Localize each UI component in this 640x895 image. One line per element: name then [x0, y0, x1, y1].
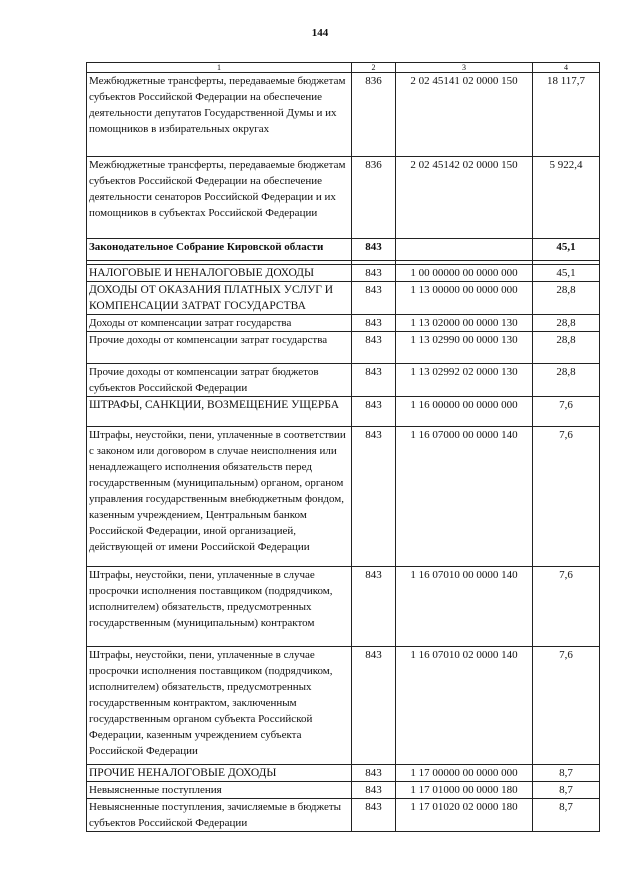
- row-admin-code: 843: [352, 265, 396, 282]
- row-amount: 7,6: [533, 397, 600, 427]
- row-admin-code: 836: [352, 157, 396, 239]
- header-col-3: 3: [396, 63, 533, 73]
- row-budget-code: 1 00 00000 00 0000 000: [396, 265, 533, 282]
- table-row: [87, 397, 600, 427]
- row-budget-code: 1 13 00000 00 0000 000: [396, 282, 533, 315]
- row-budget-code: 1 17 00000 00 0000 000: [396, 765, 533, 782]
- row-amount: 45,1: [533, 239, 600, 261]
- header-col-2: 2: [352, 63, 396, 73]
- row-admin-code: 843: [352, 239, 396, 261]
- row-name: Штрафы, неустойки, пени, уплаченные в случае просрочки исполнения поставщиком (подрядчиком, исполнителем) обязательств, предусмотренных государственным контрактом, заключенным государственным органом субъекта Российской Федерации, казенным учреждением субъекта Российской Федерации: [87, 647, 352, 765]
- table-row: [87, 427, 600, 567]
- row-budget-code: [396, 239, 533, 261]
- row-budget-code: 2 02 45141 02 0000 150: [396, 73, 533, 157]
- table-row: [87, 157, 600, 239]
- row-admin-code: 843: [352, 332, 396, 364]
- row-admin-code: 843: [352, 647, 396, 765]
- header-col-4: 4: [533, 63, 600, 73]
- row-name: Прочие доходы от компенсации затрат бюджетов субъектов Российской Федерации: [87, 364, 352, 397]
- table-row: [87, 765, 600, 782]
- row-amount: 45,1: [533, 265, 600, 282]
- table-row: [87, 239, 600, 261]
- row-amount: 8,7: [533, 765, 600, 782]
- row-name: ШТРАФЫ, САНКЦИИ, ВОЗМЕЩЕНИЕ УЩЕРБА: [87, 397, 352, 427]
- row-admin-code: 843: [352, 567, 396, 647]
- row-budget-code: 1 16 00000 00 0000 000: [396, 397, 533, 427]
- row-amount: 18 117,7: [533, 73, 600, 157]
- row-admin-code: 843: [352, 427, 396, 567]
- row-admin-code: 843: [352, 364, 396, 397]
- table-row: [87, 265, 600, 282]
- table-row: [87, 799, 600, 832]
- row-name: ДОХОДЫ ОТ ОКАЗАНИЯ ПЛАТНЫХ УСЛУГ И КОМПЕНСАЦИИ ЗАТРАТ ГОСУДАРСТВА: [87, 282, 352, 315]
- row-budget-code: 1 17 01020 02 0000 180: [396, 799, 533, 832]
- row-name: Межбюджетные трансферты, передаваемые бюджетам субъектов Российской Федерации на обеспечение деятельности депутатов Государственной Думы и их помощников в избирательных округах: [87, 73, 352, 157]
- row-budget-code: 1 13 02000 00 0000 130: [396, 315, 533, 332]
- row-amount: 28,8: [533, 364, 600, 397]
- row-name: Невыясненные поступления, зачисляемые в бюджеты субъектов Российской Федерации: [87, 799, 352, 832]
- row-amount: 7,6: [533, 567, 600, 647]
- row-budget-code: 1 16 07000 00 0000 140: [396, 427, 533, 567]
- row-name: Штрафы, неустойки, пени, уплаченные в случае просрочки исполнения поставщиком (подрядчиком, исполнителем) обязательств, предусмотренных государственным (муниципальным) контрактом: [87, 567, 352, 647]
- revenue-table: [86, 62, 600, 832]
- row-amount: 5 922,4: [533, 157, 600, 239]
- row-admin-code: 843: [352, 782, 396, 799]
- row-budget-code: 1 17 01000 00 0000 180: [396, 782, 533, 799]
- row-name: Невыясненные поступления: [87, 782, 352, 799]
- row-budget-code: 2 02 45142 02 0000 150: [396, 157, 533, 239]
- table-row: [87, 315, 600, 332]
- table-row: [87, 73, 600, 157]
- row-name: Доходы от компенсации затрат государства: [87, 315, 352, 332]
- row-budget-code: 1 16 07010 02 0000 140: [396, 647, 533, 765]
- table-row: [87, 567, 600, 647]
- table-row: [87, 364, 600, 397]
- row-admin-code: 836: [352, 73, 396, 157]
- row-name: Межбюджетные трансферты, передаваемые бюджетам субъектов Российской Федерации на обеспечение деятельности сенаторов Российской Федерации и их помощников в субъектах Российской Федерации: [87, 157, 352, 239]
- row-name: Законодательное Собрание Кировской области: [87, 239, 352, 261]
- row-amount: 28,8: [533, 315, 600, 332]
- row-name: НАЛОГОВЫЕ И НЕНАЛОГОВЫЕ ДОХОДЫ: [87, 265, 352, 282]
- row-amount: 28,8: [533, 282, 600, 315]
- row-amount: 7,6: [533, 647, 600, 765]
- row-amount: 8,7: [533, 782, 600, 799]
- table-row: [87, 782, 600, 799]
- row-name: ПРОЧИЕ НЕНАЛОГОВЫЕ ДОХОДЫ: [87, 765, 352, 782]
- row-amount: 7,6: [533, 427, 600, 567]
- header-col-1: 1: [87, 63, 352, 73]
- row-name: Штрафы, неустойки, пени, уплаченные в соответствии с законом или договором в случае неисполнения или ненадлежащего исполнения обязательств перед государственным (муниципальным) органом, органом управления государственным внебюджетным фондом, казенным учреждением, Центральным банком Российской Федерации, иной организацией, действующей от имени Российской Федерации: [87, 427, 352, 567]
- table-row: [87, 282, 600, 315]
- row-admin-code: 843: [352, 315, 396, 332]
- row-budget-code: 1 16 07010 00 0000 140: [396, 567, 533, 647]
- page-number: 144: [311, 27, 329, 39]
- table-header-row: [87, 63, 600, 73]
- row-admin-code: 843: [352, 282, 396, 315]
- row-budget-code: 1 13 02990 00 0000 130: [396, 332, 533, 364]
- row-admin-code: 843: [352, 765, 396, 782]
- table-row: [87, 332, 600, 364]
- table-row: [87, 647, 600, 765]
- row-admin-code: 843: [352, 799, 396, 832]
- row-admin-code: 843: [352, 397, 396, 427]
- row-amount: 8,7: [533, 799, 600, 832]
- row-budget-code: 1 13 02992 02 0000 130: [396, 364, 533, 397]
- row-amount: 28,8: [533, 332, 600, 364]
- row-name: Прочие доходы от компенсации затрат государства: [87, 332, 352, 364]
